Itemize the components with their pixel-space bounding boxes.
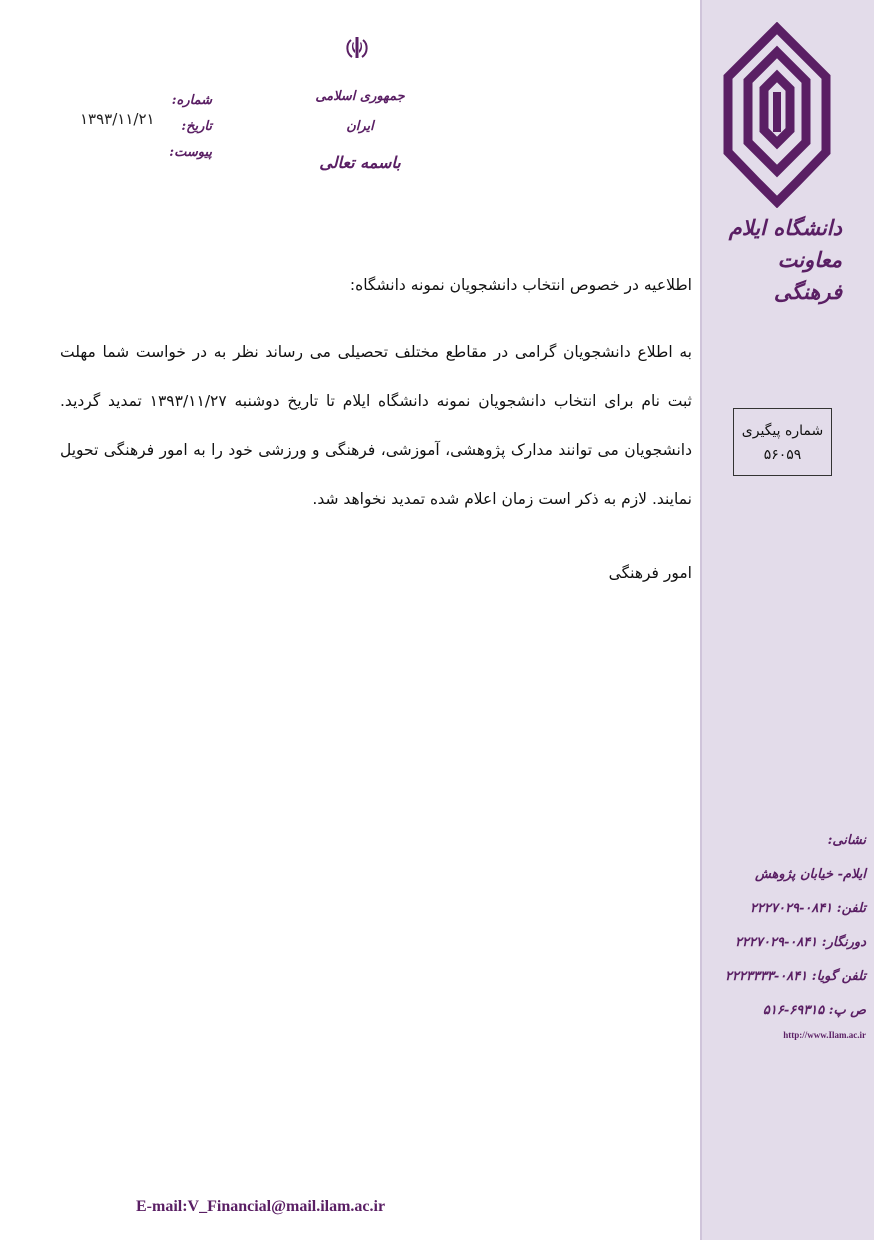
website-link[interactable]: http://www.Ilam.ac.ir	[783, 1030, 866, 1040]
address-label: نشانی:	[827, 833, 866, 848]
address-voice-phone: تلفن گویا: ۰۸۴۱-۲۲۲۳۳۳۳	[725, 969, 866, 984]
tracking-label: شماره پیگیری	[741, 423, 824, 439]
notice-title: اطلاعیه در خصوص انتخاب دانشجویان نمونه دانشگاه:	[349, 276, 692, 294]
country-name: جمهوری اسلامی ایران	[315, 89, 405, 134]
footer-email[interactable]: E-mail:V_Financial@mail.ilam.ac.ir	[136, 1198, 386, 1215]
sidebar	[700, 0, 874, 1240]
address-fax: دورنگار: ۰۸۴۱-۲۲۲۷۰۲۹	[735, 935, 866, 950]
department-name: معاونت فرهنگی	[773, 247, 842, 304]
address-block	[725, 824, 866, 1040]
date-label: تاریخ:	[181, 119, 212, 134]
tracking-number: ۵۶۰۵۹	[763, 447, 802, 463]
notice-body: به اطلاع دانشجویان گرامی در مقاطع مختلف تحصیلی می رساند نظر به در خواست شما مهلت ثبت نام برای انتخاب دانشجویان نمونه دانشگاه ایلام تا تاریخ دوشنبه ۱۳۹۳/۱۱/۲۷ تمدید گردید. دانشجویان می توانند مدارک پژوهشی، آموزشی، فرهنگی و ورزشی خود را به امور فرهنگی تحویل نمایند. لازم به ذکر است زمان اعلام شده تمدید نخواهد شد.	[60, 343, 692, 508]
address-phone: تلفن: ۰۸۴۱-۲۲۲۷۰۲۹	[750, 901, 866, 916]
letterhead	[300, 82, 420, 178]
tracking-box	[733, 408, 832, 476]
letter-meta-labels	[160, 88, 212, 166]
address-po-box: ص پ: ۶۹۳۱۵-۵۱۶	[762, 1003, 866, 1018]
iran-emblem-icon	[343, 34, 371, 62]
notice	[60, 270, 692, 588]
attachment-label: پیوست:	[169, 145, 212, 160]
address-street: ایلام- خیابان پژوهش	[754, 867, 866, 882]
number-label: شماره:	[171, 93, 212, 108]
university-title	[722, 212, 842, 308]
notice-signature: امور فرهنگی	[608, 564, 692, 582]
university-name: دانشگاه ایلام	[728, 215, 842, 240]
basmala: باسمه تعالی	[319, 153, 401, 172]
university-logo	[722, 22, 832, 208]
letter-date: ۱۳۹۳/۱۱/۲۱	[80, 110, 155, 128]
